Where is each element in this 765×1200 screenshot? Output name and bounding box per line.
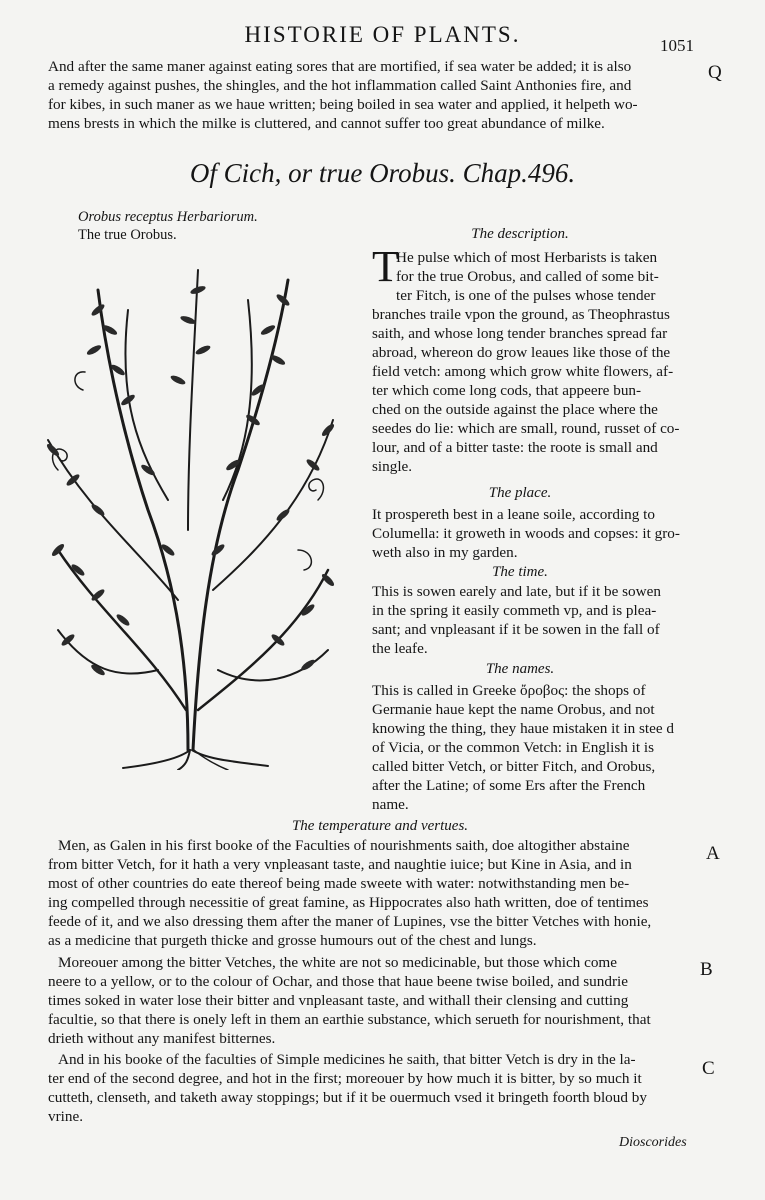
- chapter-title: Of Cich, or true Orobus. Chap.496.: [189, 158, 576, 188]
- running-title: HISTORIE OF PLANTS.: [244, 22, 521, 47]
- heading-names: The names.: [485, 661, 555, 677]
- text-line: for kibes, in such maner as we haue written; being boiled in sea water and applied, it helpeth wo-: [48, 96, 638, 113]
- text-line: Germanie haue kept the name Orobus, and not: [372, 701, 655, 718]
- orobus-plant-woodcut: [28, 250, 350, 770]
- heading-time: The time.: [492, 564, 548, 580]
- heading-description: The description.: [471, 226, 569, 242]
- text-line: field vetch: among which grow white flowers, af-: [372, 363, 674, 380]
- text-line: lour, and of a bitter taste: the roote is small and: [372, 439, 658, 456]
- figure-caption-english: The true Orobus.: [78, 227, 177, 243]
- text-line: neere to a yellow, or to the colour of Ochar, and those that haue beene twise boiled, and sundrie: [48, 973, 628, 990]
- text-line: single.: [372, 458, 413, 475]
- text-line: cutteth, clenseth, and taketh away stoppings; but if it be ouermuch vsed it bringeth foorth bloud by: [48, 1089, 647, 1106]
- text-line: branches traile vpon the ground, as Theophrastus: [372, 306, 670, 323]
- text-line: as a medicine that purgeth thicke and grosse humours out of the chest and lungs.: [48, 932, 537, 949]
- text-line: feede of it, and we also dressing them after the maner of Lupines, vse the bitter Vetches with honie,: [48, 913, 652, 930]
- text-line: the leafe.: [372, 640, 428, 657]
- text-line: abroad, whereon do grow leaues like those of the: [372, 344, 671, 361]
- text-line: This is called in Greeke ὄροβος: the shops of: [372, 682, 646, 699]
- place-text: [372, 505, 680, 562]
- catchword: Dioscorides: [619, 1135, 687, 1150]
- heading-place: The place.: [488, 485, 552, 501]
- text-line: name.: [372, 796, 409, 813]
- text-line: for the true Orobus, and called of some bit-: [396, 268, 659, 285]
- text-line: sant; and vnpleasant if it be sowen in the fall of: [372, 621, 660, 638]
- names-text: [372, 681, 674, 814]
- text-line: It prospereth best in a leane soile, according to: [372, 506, 655, 523]
- text-line: And after the same maner against eating sores that are mortified, if sea water be added; it is also: [48, 58, 632, 75]
- text-line: weth also in my garden.: [372, 544, 518, 561]
- text-line: saith, and whose long tender branches spread far: [372, 325, 668, 342]
- margin-letter-a: A: [706, 843, 720, 864]
- text-line: a remedy against pushes, the shingles, and the hot inflammation called Saint Anthonies fire, and: [48, 77, 632, 94]
- vertues-paragraph-c: [48, 1050, 647, 1126]
- drop-cap: T: [372, 242, 399, 291]
- description-text: [372, 248, 679, 476]
- text-line: called bitter Vetch, or bitter Fitch, and Orobus,: [372, 758, 656, 775]
- vertues-paragraph-b: [48, 953, 651, 1048]
- text-line: from bitter Vetch, for it hath a very vnpleasant taste, and naughtie iuice; but Kine in Asia, and in: [48, 856, 632, 873]
- text-line: ter Fitch, is one of the pulses whose tender: [396, 287, 656, 304]
- text-line: facultie, so that there is onely left in them an earthie substance, which serueth for nourishment, that: [48, 1011, 651, 1028]
- text-line: in the spring it easily commeth vp, and is plea-: [372, 602, 657, 619]
- text-line: ing compelled through necessitie of great famine, as Hippocrates also hath written, doe of tentimes: [48, 894, 649, 911]
- text-line: And in his booke of the faculties of Simple medicines he saith, that bitter Vetch is dry in the la-: [58, 1051, 636, 1068]
- margin-letter-c: C: [702, 1058, 715, 1079]
- text-line: ter end of the second degree, and hot in the first; moreouer by how much it is bitter, by so much it: [48, 1070, 642, 1087]
- text-line: ched on the outside against the place where the: [372, 401, 658, 418]
- text-line: He pulse which of most Herbarists is taken: [396, 249, 658, 266]
- text-line: Men, as Galen in his first booke of the Faculties of nourishments saith, doe altogither abstaine: [58, 837, 630, 854]
- margin-letter-b: B: [700, 959, 713, 980]
- text-line: most of other countries do eate thereof being made sweete with water: notwithstanding men be-: [48, 875, 630, 892]
- margin-letter-q: Q: [708, 62, 722, 83]
- time-text: [372, 582, 661, 658]
- top-paragraph: [48, 57, 638, 133]
- text-line: This is sowen earely and late, but if it be sowen: [372, 583, 661, 600]
- heading-temperature: The temperature and vertues.: [291, 818, 469, 834]
- text-line: Moreouer among the bitter Vetches, the white are not so medicinable, but those which come: [58, 954, 617, 971]
- text-line: times soked in water lose their bitter and vnpleasant taste, and withall their clensing and cutting: [48, 992, 629, 1009]
- page-number: 1051: [660, 36, 694, 55]
- figure-caption-latin: Orobus receptus Herbariorum.: [78, 209, 258, 225]
- text-line: of Vicia, or the common Vetch: in English it is: [372, 739, 654, 756]
- text-line: ter which come long cods, that appeere bun-: [372, 382, 642, 399]
- text-line: after the Latine; of some Ers after the French: [372, 777, 646, 794]
- text-line: knowing the thing, they haue mistaken it in stee d: [372, 720, 675, 737]
- text-line: seedes do lie: which are small, round, russet of co-: [372, 420, 680, 437]
- text-line: mens brests in which the milke is cluttered, and cannot suffer too great abundance of milke.: [48, 115, 605, 132]
- vertues-paragraph-a: [48, 836, 651, 950]
- text-line: drieth without any manifest bitternes.: [48, 1030, 276, 1047]
- text-line: Columella: it groweth in woods and copses: it gro-: [372, 525, 680, 542]
- text-line: vrine.: [48, 1108, 84, 1125]
